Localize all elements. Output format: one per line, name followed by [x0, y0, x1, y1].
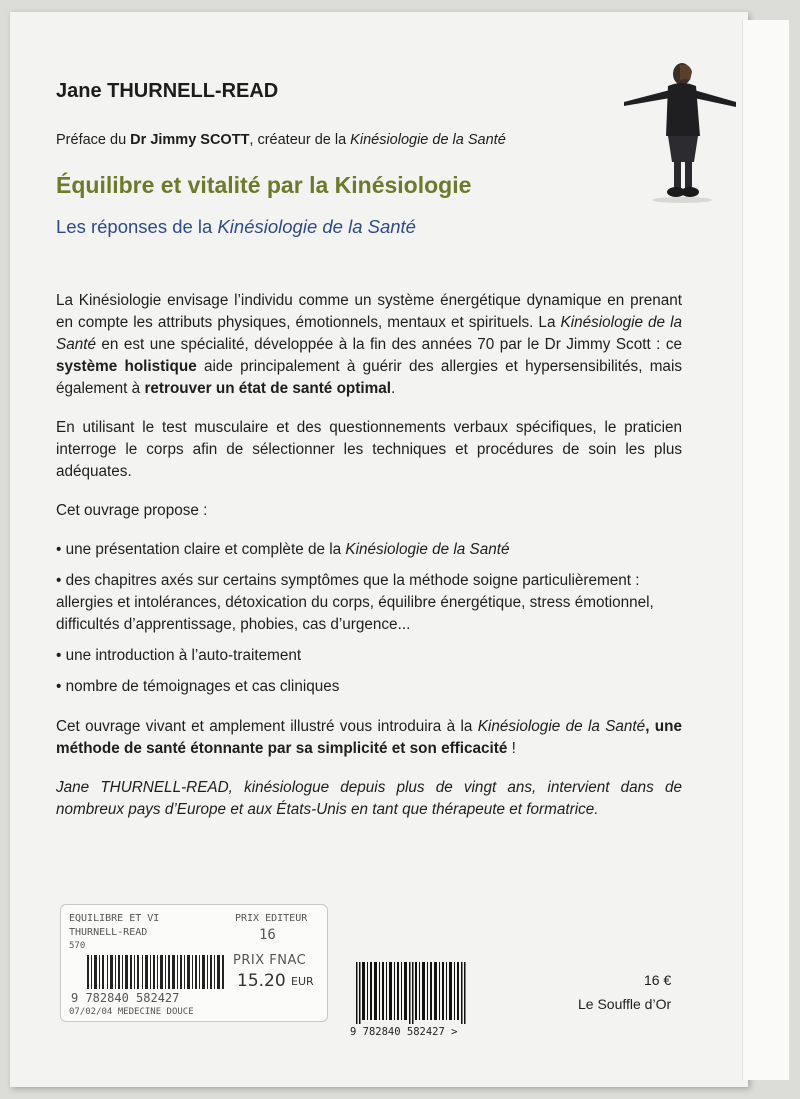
prix-editeur-label: PRIX EDITEUR — [235, 913, 308, 924]
cover-edge — [742, 20, 789, 1080]
person-figure-illustration — [620, 58, 740, 208]
price-sticker — [60, 904, 328, 1022]
sticker-barcode-number: 9 782840 582427 — [71, 991, 180, 1005]
list-item — [56, 539, 682, 561]
sticker-author: THURNELL-READ — [69, 927, 148, 938]
p1-bold1: système holistique — [56, 358, 197, 375]
prix-fnac-currency: EUR — [291, 975, 314, 988]
book-title: Équilibre et vitalité par la Kinésiologie — [56, 172, 472, 198]
p3-bold: , une méthode de santé étonnante par sa simplicité et son efficacité — [56, 718, 683, 757]
prix-fnac-value: 15.20 — [237, 971, 286, 991]
feature-list — [56, 539, 682, 698]
author-bio: Jane THURNELL-READ, kinésiologue depuis plus de vingt ans, intervient dans de nombreux pays d’Europe et aux États-Unis en tant que thérapeute et formatrice. — [56, 779, 682, 818]
subtitle-italic: Kinésiologie de la Santé — [217, 216, 416, 237]
item1-prefix: • une présentation claire et complète de la — [56, 541, 346, 558]
paragraph-intro — [56, 290, 682, 400]
p1-part1: La Kinésiologie envisage l’individu comme un système énergétique dynamique en prenant en compte les attributs physiques, émotionnels, mentaux et spirituels. La — [56, 292, 682, 331]
isbn-barcode-block — [350, 962, 468, 1038]
p1-part2: en est une spécialité, développée à la fin des années 70 par le Dr Jimmy Scott : ce — [95, 336, 682, 353]
prix-fnac-label: PRIX FNAC — [233, 953, 307, 968]
p1-part4: . — [390, 380, 396, 397]
p1-bold2: retrouver un état de santé optimal — [144, 380, 391, 397]
book-price: 16 € — [644, 972, 672, 988]
book-subtitle — [56, 216, 416, 238]
preface-italic: Kinésiologie de la Santé — [350, 132, 506, 148]
paragraph-method: En utilisant le test musculaire et des questionnements verbaux spécifiques, le praticien interroge le corps afin de sélectionner les techniques et procédures de soin les plus adéquates. — [56, 419, 682, 480]
author-name: Jane THURNELL-READ — [56, 80, 279, 102]
sticker-title: EQUILIBRE ET VI — [69, 913, 160, 924]
sticker-footer: 07/02/04 MEDECINE DOUCE — [69, 1007, 194, 1017]
paragraph-conclusion — [56, 716, 682, 760]
publisher-name: Le Souffle d’Or — [578, 996, 672, 1012]
p3-italic: Kinésiologie de la Santé — [477, 718, 646, 735]
preface-prefix: Préface du — [56, 132, 131, 148]
list-item: • nombre de témoignages et cas cliniques — [56, 678, 340, 695]
list-item: • des chapitres axés sur certains symptômes que la méthode soigne particulièrement : allergies et intolérances, détoxication du corps, équilibre énergétique, stress émotionnel, difficultés d’apprentissage, phobies, cas d’urgence... — [56, 572, 654, 633]
isbn-number: 9 782840 582427 > — [350, 1026, 458, 1038]
list-intro: Cet ouvrage propose : — [56, 502, 208, 519]
subtitle-prefix: Les réponses de la — [56, 216, 218, 237]
isbn-barcode — [356, 962, 466, 1024]
p1-part3: aide principalement à guérir des allergies et hypersensibilités, mais également à — [56, 358, 682, 397]
preface-middle: , créateur de la — [249, 132, 351, 148]
list-item: • une introduction à l’auto-traitement — [56, 647, 302, 664]
p3-end: ! — [507, 740, 516, 757]
p3-part1: Cet ouvrage vivant et amplement illustré vous introduira à la — [56, 718, 478, 735]
description-text — [56, 290, 682, 838]
p1-italic1: Kinésiologie de la Santé — [56, 314, 682, 353]
sticker-barcode — [87, 955, 225, 989]
sticker-code: 570 — [69, 941, 86, 951]
item1-italic: Kinésiologie de la Santé — [345, 541, 510, 558]
prix-editeur-value: 16 — [259, 927, 276, 943]
preface-name: Dr Jimmy SCOTT — [130, 132, 250, 148]
preface-line — [56, 132, 506, 148]
